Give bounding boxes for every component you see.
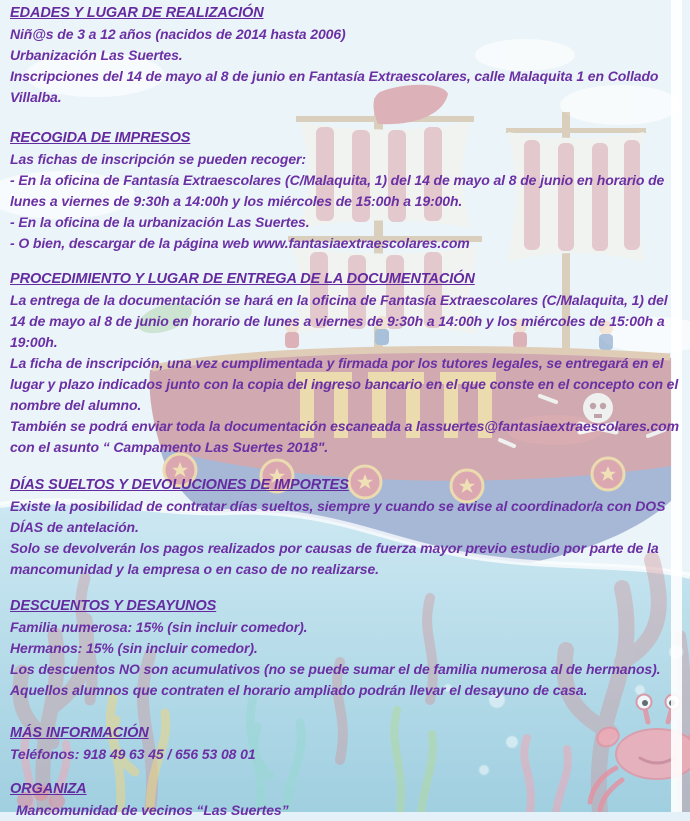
paragraph: - En la oficina de Fantasía Extraescolares (C/Malaquita, 1) del 14 de mayo al 8 de junio en horario de lunes a viernes de 9:30h a 14:00h y los miércoles de 15:00h a 19:00h. bbox=[10, 172, 665, 209]
phone-numbers: Teléfonos: 918 49 63 45 / 656 53 08 01 bbox=[10, 746, 256, 762]
section-descuentos-desayunos bbox=[10, 596, 684, 701]
section-heading: DÍAS SUELTOS Y DEVOLUCIONES DE IMPORTES bbox=[10, 477, 349, 493]
section-mas-informacion bbox=[10, 723, 684, 765]
paragraph: Familia numerosa: 15% (sin incluir comedor). bbox=[10, 619, 308, 635]
paragraph: La entrega de la documentación se hará en la oficina de Fantasía Extraescolares (C/Malaquita, 1) del 14 de mayo al 8 de junio en horario de lunes a viernes de 9:30h a 14:00h y los miércoles de 15:00h a 19:00h. bbox=[10, 292, 668, 350]
section-procedimiento-entrega bbox=[10, 269, 684, 458]
paragraph: Inscripciones del 14 de mayo al 8 de junio en Fantasía Extraescolares, calle Malaquita 1 en Collado Villalba. bbox=[10, 68, 659, 105]
section-heading: ORGANIZA bbox=[10, 781, 87, 797]
paragraph: Hermanos: 15% (sin incluir comedor). bbox=[10, 640, 258, 656]
paragraph: - O bien, descargar de la página web www.fantasiaextraescolares.com bbox=[10, 235, 470, 251]
paragraph: - En la oficina de la urbanización Las Suertes. bbox=[10, 214, 310, 230]
paragraph: Existe la posibilidad de contratar días sueltos, siempre y cuando se avise al coordinador/a con DOS DÍAS de antelación. bbox=[10, 498, 666, 535]
paragraph: Niñ@s de 3 a 12 años (nacidos de 2014 hasta 2006) bbox=[10, 26, 346, 42]
section-heading: PROCEDIMIENTO Y LUGAR DE ENTREGA DE LA DOCUMENTACIÓN bbox=[10, 271, 475, 287]
paragraph: Las fichas de inscripción se pueden recoger: bbox=[10, 151, 306, 167]
section-heading: EDADES Y LUGAR DE REALIZACIÓN bbox=[10, 5, 264, 21]
organizer-name: Mancomunidad de vecinos “Las Suertes” bbox=[16, 802, 289, 818]
paragraph: También se podrá enviar toda la documentación escaneada a lassuertes@fantasiaextraescolares.com con el asunto “ Campamento Las Suertes 2018". bbox=[10, 418, 679, 455]
section-organiza bbox=[10, 779, 684, 821]
section-recogida-de-impresos bbox=[10, 128, 684, 254]
paragraph: Aquellos alumnos que contraten el horario ampliado podrán llevar el desayuno de casa. bbox=[10, 682, 588, 698]
paragraph: Los descuentos NO son acumulativos (no se puede sumar el de familia numerosa al de hermanos). bbox=[10, 661, 661, 677]
section-dias-sueltos bbox=[10, 475, 684, 580]
paragraph: Solo se devolverán los pagos realizados por causas de fuerza mayor previo estudio por parte de la mancomunidad y la empresa o en caso de no realizarse. bbox=[10, 540, 659, 577]
section-heading: RECOGIDA DE IMPRESOS bbox=[10, 130, 191, 146]
paragraph: Urbanización Las Suertes. bbox=[10, 47, 183, 63]
section-edades bbox=[10, 3, 684, 108]
section-heading: DESCUENTOS Y DESAYUNOS bbox=[10, 598, 217, 614]
paragraph: La ficha de inscripción, una vez cumplimentada y firmada por los tutores legales, se entregará en el lugar y plazo indicados junto con la copia del ingreso bancario en el que conste en el concepto con el nombre del alumno. bbox=[10, 355, 679, 413]
section-heading: MÁS INFORMACIÓN bbox=[10, 725, 149, 741]
